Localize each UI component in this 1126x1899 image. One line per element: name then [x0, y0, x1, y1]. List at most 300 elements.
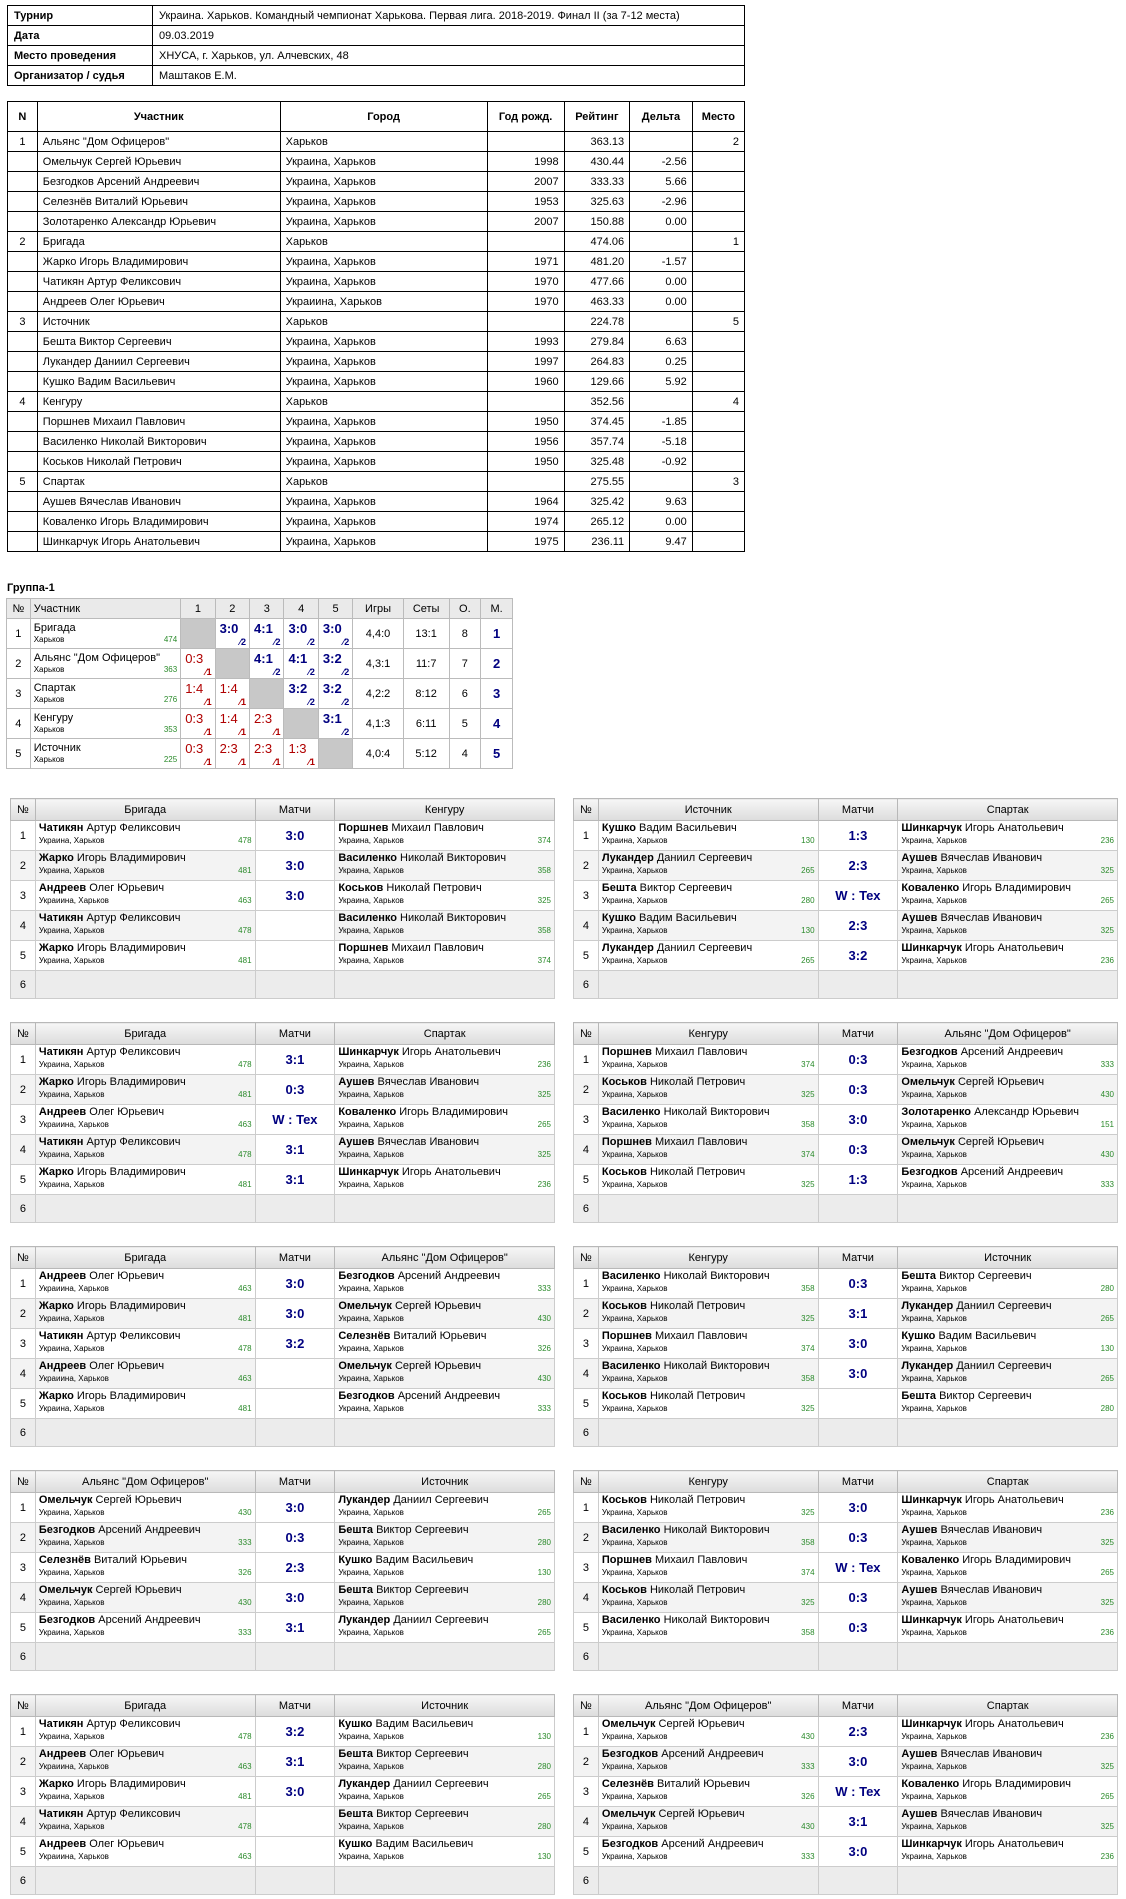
player-name	[39, 941, 252, 956]
match-score-cell[interactable]	[818, 941, 898, 971]
group-result-cell[interactable]	[284, 619, 318, 649]
group-team-name[interactable]: Спартак	[33, 682, 76, 694]
match-row	[11, 1045, 555, 1075]
player-right[interactable]	[898, 1075, 1118, 1105]
player-left[interactable]	[598, 1523, 818, 1553]
player-right[interactable]	[898, 1777, 1118, 1807]
player-left[interactable]	[598, 851, 818, 881]
roster-cell: 463.33	[564, 292, 630, 312]
group-team-name[interactable]: Бригада	[33, 622, 76, 634]
group-points: 7	[449, 649, 481, 679]
player-left[interactable]	[35, 1523, 255, 1553]
player-right[interactable]	[335, 1717, 555, 1747]
match-team2[interactable]: Кенгуру	[335, 799, 555, 821]
match-score-cell[interactable]	[255, 1075, 335, 1105]
match-score-cell[interactable]	[255, 881, 335, 911]
player-left[interactable]	[35, 1493, 255, 1523]
player-surname: Кушко	[338, 1838, 373, 1850]
player-sub	[39, 1568, 252, 1578]
player-sub	[338, 1314, 551, 1324]
player-right[interactable]	[898, 1523, 1118, 1553]
player-right[interactable]	[335, 1389, 555, 1419]
roster-cell: 474.06	[564, 232, 630, 252]
match-score-cell[interactable]	[818, 1747, 898, 1777]
group-result-points: ⁄2	[308, 697, 315, 707]
player-surname: Омельчук	[338, 1360, 392, 1372]
match-score-cell[interactable]	[818, 1269, 898, 1299]
player-right[interactable]	[335, 1747, 555, 1777]
player-right[interactable]	[335, 1523, 555, 1553]
player-name	[39, 1045, 252, 1060]
match-team1[interactable]: Бригада	[35, 1023, 255, 1045]
match-score-cell[interactable]	[255, 1613, 335, 1643]
group-result-cell[interactable]	[318, 619, 352, 649]
player-name	[901, 1583, 1114, 1598]
group-header: Участник	[30, 599, 181, 619]
match-score-cell[interactable]	[255, 1493, 335, 1523]
match-score-cell[interactable]	[255, 1165, 335, 1195]
player-left[interactable]	[35, 1165, 255, 1195]
player-left[interactable]	[35, 1299, 255, 1329]
group-result-cell[interactable]	[215, 619, 249, 649]
player-surname: Чатикян	[38, 1808, 84, 1820]
match-score-cell[interactable]	[818, 1717, 898, 1747]
match-score-cell[interactable]	[255, 1105, 335, 1135]
player-rating: 463	[238, 1284, 252, 1293]
player-surname: Коваленко	[901, 1778, 960, 1790]
player-right[interactable]	[898, 1359, 1118, 1389]
group-result-points: ⁄2	[342, 697, 350, 707]
player-rating: 265	[801, 956, 815, 965]
match-row-number: 1	[11, 821, 36, 851]
player-surname: Андреев	[38, 1106, 87, 1118]
player-right[interactable]	[335, 1165, 555, 1195]
match-score: 2:3	[848, 858, 868, 873]
roster-cell: Украина, Харьков	[280, 192, 487, 212]
match-score-cell[interactable]	[818, 1807, 898, 1837]
player-name	[39, 1583, 252, 1598]
group-result-cell[interactable]	[250, 709, 284, 739]
match-score-cell[interactable]	[818, 1553, 898, 1583]
group-result-cell[interactable]	[318, 679, 352, 709]
player-right[interactable]	[335, 1807, 555, 1837]
group-result-cell[interactable]	[318, 709, 352, 739]
player-left[interactable]	[35, 941, 255, 971]
player-left[interactable]	[598, 1553, 818, 1583]
player-left[interactable]	[598, 1359, 818, 1389]
player-left[interactable]	[598, 1045, 818, 1075]
match-score-cell[interactable]	[255, 851, 335, 881]
match-score-cell[interactable]	[255, 1837, 335, 1867]
player-right[interactable]	[335, 821, 555, 851]
match-score-cell[interactable]	[255, 1269, 335, 1299]
player-given-name: Николай Петрович	[649, 1494, 746, 1506]
player-left[interactable]	[598, 911, 818, 941]
match-score-cell[interactable]	[255, 1777, 335, 1807]
match-score-cell[interactable]	[818, 1135, 898, 1165]
player-name	[338, 1807, 551, 1822]
player-right[interactable]	[898, 1553, 1118, 1583]
player-rating: 358	[801, 1374, 815, 1383]
player-right[interactable]	[898, 1045, 1118, 1075]
match-row-number: 5	[11, 941, 36, 971]
player-left[interactable]	[598, 1389, 818, 1419]
roster-cell: 0.00	[630, 512, 693, 532]
player-right[interactable]	[898, 1717, 1118, 1747]
player-right[interactable]	[898, 1807, 1118, 1837]
player-right[interactable]	[335, 1135, 555, 1165]
group-result-cell[interactable]	[250, 649, 284, 679]
roster-cell: 265.12	[564, 512, 630, 532]
group-team-sub	[34, 695, 178, 705]
group-result-cell[interactable]	[284, 739, 318, 769]
player-sub	[338, 956, 551, 966]
match-score-cell[interactable]	[255, 1553, 335, 1583]
player-city: Украина, Харьков	[901, 1628, 967, 1637]
player-left[interactable]	[35, 881, 255, 911]
player-right[interactable]	[898, 1583, 1118, 1613]
player-given-name: Игорь Владимирович	[76, 1778, 186, 1790]
player-right[interactable]	[898, 1837, 1118, 1867]
match-score-cell[interactable]	[255, 911, 335, 941]
player-name	[338, 1837, 551, 1852]
match-team1[interactable]: Кенгуру	[598, 1471, 818, 1493]
player-right[interactable]	[898, 881, 1118, 911]
player-left[interactable]	[35, 1553, 255, 1583]
match-team2[interactable]: Спартак	[898, 799, 1118, 821]
player-right[interactable]	[335, 1493, 555, 1523]
match-score: 3:1	[285, 1172, 305, 1187]
player-left[interactable]	[598, 1807, 818, 1837]
player-right[interactable]	[898, 1165, 1118, 1195]
roster-row	[8, 392, 745, 412]
group-result-cell[interactable]	[284, 679, 318, 709]
player-right[interactable]	[335, 1583, 555, 1613]
player-left[interactable]	[598, 941, 818, 971]
match-score-cell[interactable]	[818, 1105, 898, 1135]
roster-cell	[487, 312, 564, 332]
player-left[interactable]	[598, 1329, 818, 1359]
player-sub	[901, 1762, 1114, 1772]
match-team1[interactable]: Альянс "Дом Офицеров"	[35, 1471, 255, 1493]
match-team1[interactable]: Источник	[598, 799, 818, 821]
player-name	[338, 1747, 551, 1762]
match-score-cell[interactable]	[818, 1045, 898, 1075]
player-left[interactable]	[598, 1613, 818, 1643]
player-left[interactable]	[598, 1747, 818, 1777]
player-right[interactable]	[335, 1299, 555, 1329]
match-row-empty	[11, 1419, 555, 1447]
group-result-cell[interactable]	[215, 709, 249, 739]
group-diagonal-cell	[318, 739, 352, 769]
player-rating: 325	[1100, 866, 1114, 875]
player-city: Украина, Харьков	[601, 836, 668, 845]
player-left[interactable]	[598, 881, 818, 911]
match-score-cell[interactable]	[818, 1075, 898, 1105]
player-right[interactable]	[335, 1045, 555, 1075]
group-points: 8	[449, 619, 481, 649]
group-row	[7, 649, 513, 679]
player-left[interactable]	[598, 1135, 818, 1165]
roster-cell	[8, 452, 38, 472]
player-right[interactable]	[335, 911, 555, 941]
match-score: 3:1	[285, 1052, 305, 1067]
info-row	[8, 6, 745, 26]
roster-row	[8, 232, 745, 252]
player-right[interactable]	[335, 941, 555, 971]
player-right[interactable]	[898, 1269, 1118, 1299]
player-surname: Безгодков	[338, 1270, 395, 1282]
match-team2[interactable]: Альянс "Дом Офицеров"	[898, 1023, 1118, 1045]
group-team-city: Харьков	[33, 695, 65, 704]
player-right[interactable]	[335, 1075, 555, 1105]
match-score-cell[interactable]	[818, 1359, 898, 1389]
player-left[interactable]	[598, 1717, 818, 1747]
player-left[interactable]	[35, 1269, 255, 1299]
player-right[interactable]	[898, 821, 1118, 851]
roster-cell: Аушев Вячеслав Иванович	[37, 492, 280, 512]
match-score: 0:3	[285, 1082, 305, 1097]
player-left[interactable]	[598, 1269, 818, 1299]
player-city: Украина, Харьков	[901, 836, 967, 845]
match-score-cell[interactable]	[818, 821, 898, 851]
match-team1[interactable]: Альянс "Дом Офицеров"	[598, 1695, 818, 1717]
player-left[interactable]	[35, 1329, 255, 1359]
match-row-number: 4	[574, 911, 599, 941]
match-team2[interactable]: Альянс "Дом Офицеров"	[335, 1247, 555, 1269]
roster-cell: 2007	[487, 172, 564, 192]
player-right[interactable]	[898, 1329, 1118, 1359]
match-score: 3:0	[285, 828, 305, 843]
group-team-name[interactable]: Кенгуру	[33, 712, 74, 724]
player-sub	[901, 866, 1114, 876]
group-result-score: 0:3	[185, 651, 204, 666]
group-result-cell[interactable]	[250, 619, 284, 649]
match-team2[interactable]: Источник	[898, 1247, 1118, 1269]
match-score-cell[interactable]	[818, 1165, 898, 1195]
player-right[interactable]	[898, 1135, 1118, 1165]
empty-cell	[35, 1419, 255, 1447]
player-left[interactable]	[35, 1717, 255, 1747]
match-score-cell[interactable]	[255, 1299, 335, 1329]
group-header: 1	[181, 599, 215, 619]
player-right[interactable]	[335, 1359, 555, 1389]
group-result-cell[interactable]	[215, 739, 249, 769]
player-name	[901, 1717, 1114, 1732]
player-left[interactable]	[35, 1075, 255, 1105]
match-score-cell[interactable]	[818, 1837, 898, 1867]
player-city: Украина, Харьков	[901, 1180, 967, 1189]
group-result-cell[interactable]	[250, 739, 284, 769]
player-name	[338, 911, 551, 926]
group-diagonal-cell	[250, 679, 284, 709]
group-result-cell[interactable]	[181, 709, 215, 739]
player-right[interactable]	[898, 1389, 1118, 1419]
player-left[interactable]	[35, 1135, 255, 1165]
roster-cell	[692, 452, 744, 472]
match-team1[interactable]: Бригада	[35, 1695, 255, 1717]
player-surname: Коськов	[601, 1494, 647, 1506]
match-score-cell[interactable]	[255, 941, 335, 971]
empty-cell	[255, 971, 335, 999]
match-team2[interactable]: Источник	[335, 1695, 555, 1717]
match-team1[interactable]: Кенгуру	[598, 1247, 818, 1269]
player-left[interactable]	[35, 1389, 255, 1419]
player-right[interactable]	[335, 851, 555, 881]
player-left[interactable]	[35, 1613, 255, 1643]
player-surname: Омельчук	[601, 1718, 656, 1730]
match-score-cell[interactable]	[255, 821, 335, 851]
player-left[interactable]	[598, 1493, 818, 1523]
player-right[interactable]	[335, 1777, 555, 1807]
player-city: Украина, Харьков	[601, 1090, 668, 1099]
match-header-num: №	[11, 1023, 36, 1045]
info-row	[8, 46, 745, 66]
match-score-cell[interactable]	[255, 1717, 335, 1747]
match-score-cell[interactable]	[818, 1329, 898, 1359]
player-right[interactable]	[898, 1105, 1118, 1135]
match-team2[interactable]: Спартак	[898, 1695, 1118, 1717]
player-city: Украина, Харьков	[38, 1822, 105, 1831]
match-row-number: 6	[11, 1643, 36, 1671]
match-score-cell[interactable]	[255, 1135, 335, 1165]
match-team2[interactable]: Спартак	[335, 1023, 555, 1045]
empty-cell	[335, 971, 555, 999]
player-left[interactable]	[598, 1777, 818, 1807]
group-result-cell[interactable]	[181, 679, 215, 709]
player-left[interactable]	[35, 1807, 255, 1837]
player-sub	[602, 1508, 815, 1518]
player-city: Украина, Харьков	[901, 1732, 967, 1741]
player-sub	[39, 1344, 252, 1354]
player-left[interactable]	[35, 1359, 255, 1389]
match-score-cell[interactable]	[255, 1389, 335, 1419]
player-right[interactable]	[335, 1269, 555, 1299]
player-right[interactable]	[898, 1747, 1118, 1777]
match-score-cell[interactable]	[255, 1329, 335, 1359]
group-result-cell[interactable]	[215, 679, 249, 709]
player-right[interactable]	[335, 1553, 555, 1583]
player-right[interactable]	[335, 1105, 555, 1135]
group-team-name[interactable]: Источник	[33, 742, 81, 754]
group-result-score: 1:4	[219, 681, 238, 696]
match-score-cell[interactable]	[255, 1747, 335, 1777]
player-right[interactable]	[898, 1299, 1118, 1329]
player-left[interactable]	[598, 1299, 818, 1329]
player-name	[338, 1717, 551, 1732]
player-surname: Коваленко	[901, 1554, 960, 1566]
player-given-name: Виктор Сергеевич	[639, 882, 733, 894]
match-team1[interactable]: Бригада	[35, 1247, 255, 1269]
match-score: 3:0	[285, 1500, 305, 1515]
player-surname: Шинкарчук	[338, 1046, 399, 1058]
player-surname: Чатикян	[38, 1718, 84, 1730]
match-score-cell[interactable]	[255, 1523, 335, 1553]
match-score-cell[interactable]	[818, 911, 898, 941]
player-left[interactable]	[35, 851, 255, 881]
player-right[interactable]	[898, 1613, 1118, 1643]
player-right[interactable]	[898, 911, 1118, 941]
player-left[interactable]	[598, 821, 818, 851]
match-score-cell[interactable]	[818, 881, 898, 911]
player-right[interactable]	[335, 1837, 555, 1867]
player-left[interactable]	[598, 1165, 818, 1195]
match-score-cell[interactable]	[818, 1389, 898, 1419]
match-team1[interactable]: Бригада	[35, 799, 255, 821]
player-left[interactable]	[35, 821, 255, 851]
player-right[interactable]	[335, 1329, 555, 1359]
player-left[interactable]	[35, 1837, 255, 1867]
group-result-cell[interactable]	[181, 739, 215, 769]
player-city: Украина, Харьков	[338, 1090, 404, 1099]
player-left[interactable]	[598, 1105, 818, 1135]
empty-cell	[335, 1419, 555, 1447]
player-left[interactable]	[35, 911, 255, 941]
match-team2[interactable]: Спартак	[898, 1471, 1118, 1493]
player-left[interactable]	[35, 1777, 255, 1807]
group-place: 4	[481, 709, 513, 739]
player-rating: 478	[238, 1060, 252, 1069]
match-score-cell[interactable]	[818, 1299, 898, 1329]
player-right[interactable]	[898, 851, 1118, 881]
player-city: Украина, Харьков	[601, 1404, 668, 1413]
player-left[interactable]	[598, 1583, 818, 1613]
match-team2[interactable]: Источник	[335, 1471, 555, 1493]
player-right[interactable]	[335, 881, 555, 911]
player-rating: 280	[537, 1822, 551, 1831]
roster-cell: 1950	[487, 452, 564, 472]
player-left[interactable]	[35, 1747, 255, 1777]
match-score-cell[interactable]	[255, 1583, 335, 1613]
match-score-cell[interactable]	[818, 1613, 898, 1643]
group-result-cell[interactable]	[181, 649, 215, 679]
group-team-name[interactable]: Альянс "Дом Офицеров"	[33, 652, 161, 664]
player-given-name: Николай Викторович	[400, 852, 507, 864]
player-city: Украина, Харьков	[338, 1732, 404, 1741]
match-score-cell[interactable]	[255, 1045, 335, 1075]
player-right[interactable]	[898, 1493, 1118, 1523]
match-score-cell[interactable]	[818, 1523, 898, 1553]
match-score-cell[interactable]	[818, 1583, 898, 1613]
match-score-cell[interactable]	[255, 1359, 335, 1389]
empty-cell	[818, 971, 898, 999]
roster-row	[8, 272, 745, 292]
roster-row	[8, 452, 745, 472]
match-header-matches: Матчи	[255, 799, 335, 821]
player-left[interactable]	[35, 1045, 255, 1075]
player-city: Украина, Харьков	[338, 1120, 404, 1129]
group-result-cell[interactable]	[284, 649, 318, 679]
group-result-cell[interactable]	[318, 649, 352, 679]
roster-cell	[692, 412, 744, 432]
match-score-cell[interactable]	[818, 1777, 898, 1807]
player-left[interactable]	[598, 1837, 818, 1867]
player-left[interactable]	[35, 1583, 255, 1613]
player-left[interactable]	[35, 1105, 255, 1135]
match-score-cell[interactable]	[255, 1807, 335, 1837]
match-team1[interactable]: Кенгуру	[598, 1023, 818, 1045]
player-right[interactable]	[335, 1613, 555, 1643]
player-left[interactable]	[598, 1075, 818, 1105]
player-city: Украина, Харьков	[901, 866, 967, 875]
match-score-cell[interactable]	[818, 851, 898, 881]
empty-cell	[598, 971, 818, 999]
info-row	[8, 66, 745, 86]
player-right[interactable]	[898, 941, 1118, 971]
player-sub	[39, 1284, 252, 1294]
match-score-cell[interactable]	[818, 1493, 898, 1523]
match-score: 2:3	[848, 1724, 868, 1739]
